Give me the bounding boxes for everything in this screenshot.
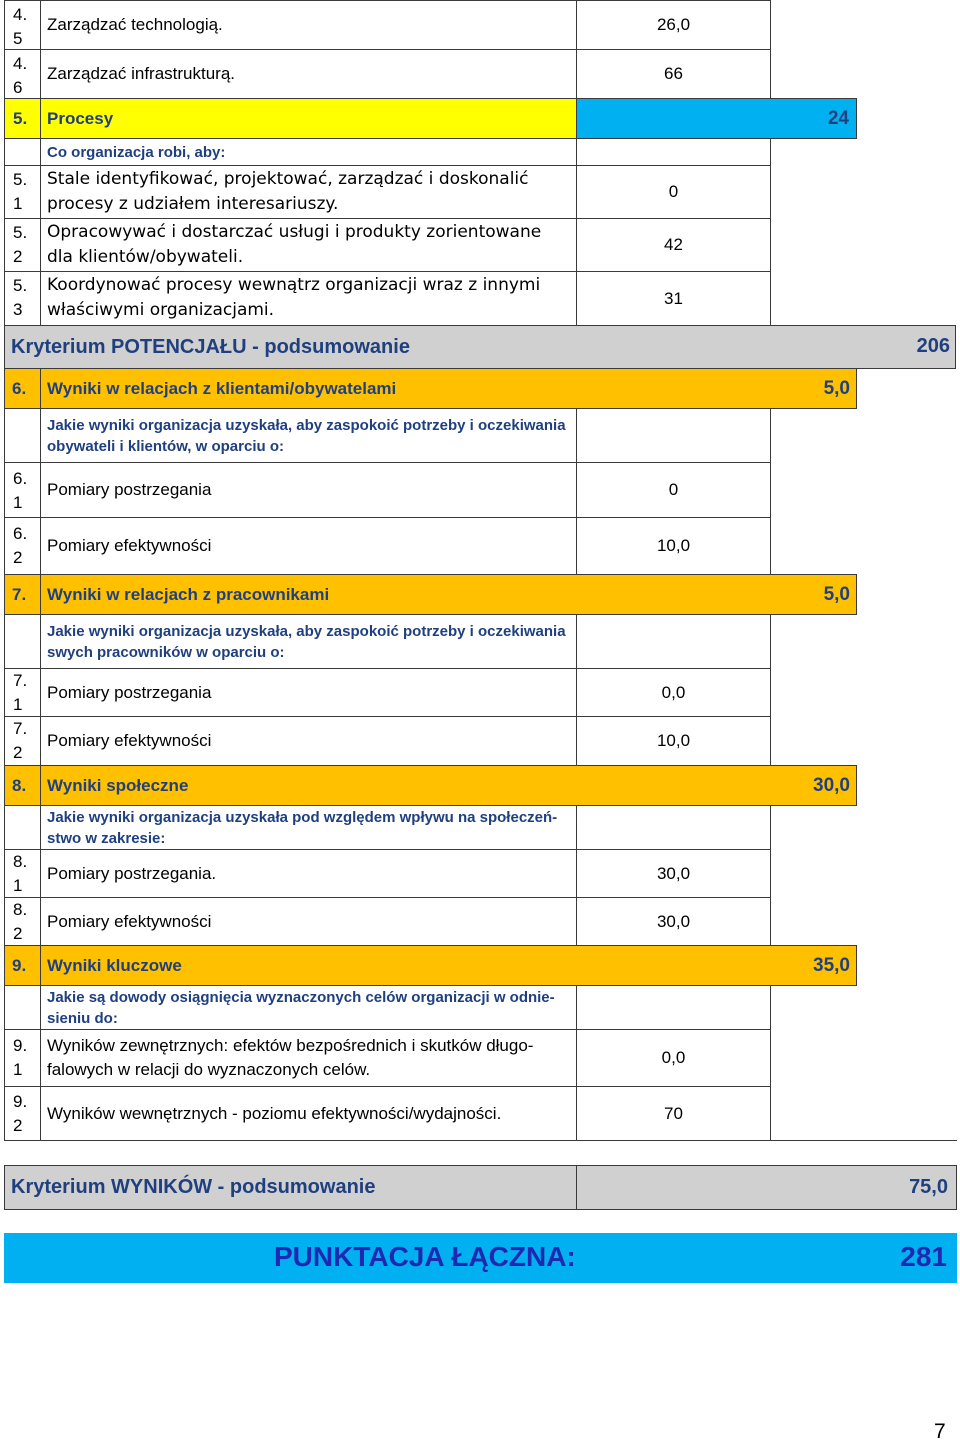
- row-value: 30,0: [576, 849, 771, 898]
- row-number: 7. 1: [4, 668, 41, 717]
- potential-summary-row: [0, 325, 960, 369]
- section-score-value: 24: [827, 107, 849, 129]
- row-number: 9. 2: [4, 1086, 41, 1141]
- row-number: 6. 2: [4, 517, 41, 575]
- empty-cell: [4, 985, 41, 1030]
- empty-cell: [576, 985, 771, 1030]
- summary-label-text: Kryterium WYNIKÓW - podsumowanie: [11, 1176, 376, 1198]
- row-number: 5. 2: [4, 218, 41, 272]
- section-score: 5,0: [823, 377, 850, 399]
- row-label: Pomiary efektywności: [40, 517, 577, 575]
- row-value: 0: [576, 462, 771, 518]
- page-number: 7: [934, 1420, 946, 1443]
- table-row: [0, 0, 960, 50]
- empty-cell: [4, 805, 41, 850]
- row-label: Wyników wewnętrznych - poziomu efektywności/wydajności.: [40, 1086, 577, 1141]
- summary-value: 206: [916, 335, 950, 357]
- table-row: [0, 218, 960, 272]
- section-score: 30,0: [813, 774, 850, 796]
- table-row: [0, 716, 960, 766]
- section-title: Wyniki w relacjach z klientami/obywatelami: [40, 368, 577, 409]
- row-label: Pomiary postrzegania: [40, 462, 577, 518]
- section-score: [576, 98, 857, 139]
- row-label: Wyników zewnętrznych: efektów bezpośrednich i skutków długo- falowych w relacji do wyznaczonych celów.: [40, 1029, 577, 1087]
- section-number: 8.: [12, 775, 27, 795]
- empty-cell: [576, 805, 771, 850]
- table-row: [0, 1029, 960, 1087]
- row-value: 10,0: [576, 517, 771, 575]
- section-intro: Jakie wyniki organizacja uzyskała, aby zaspokoić potrzeby i oczekiwania swych pracowników w oparciu o:: [40, 614, 577, 669]
- table-row: [0, 1086, 960, 1141]
- summary-label: [4, 325, 956, 369]
- section-intro-row: [0, 985, 960, 1030]
- summary-label-text: Kryterium POTENCJAŁU - podsumowanie: [11, 335, 410, 358]
- section-number: 6.: [12, 378, 27, 398]
- table-row: [0, 49, 960, 99]
- section-number: 5.: [4, 98, 41, 139]
- row-number: 8. 1: [4, 849, 41, 898]
- row-label: Zarządzać technologią.: [40, 0, 577, 50]
- table-row: [0, 849, 960, 898]
- section-header-citizens: [0, 368, 960, 409]
- section-number: 7.: [12, 584, 27, 604]
- row-label: Zarządzać infrastrukturą.: [40, 49, 577, 99]
- section-number: 9.: [12, 955, 27, 975]
- total-value: 281: [900, 1241, 947, 1272]
- results-summary-row: [0, 1165, 960, 1210]
- section-score: 35,0: [813, 954, 850, 976]
- row-label: Pomiary efektywności: [40, 897, 577, 946]
- row-value: 26,0: [576, 0, 771, 50]
- row-value: 42: [576, 218, 771, 272]
- section-header-social: [0, 765, 960, 806]
- summary-value: 75,0: [909, 1176, 948, 1198]
- total-score-row: [4, 1233, 957, 1283]
- row-value: 0: [576, 165, 771, 219]
- section-title: Wyniki w relacjach z pracownikami: [40, 574, 577, 615]
- empty-cell: [576, 408, 771, 463]
- row-number: 4. 6: [4, 49, 41, 99]
- row-label: Pomiary postrzegania.: [40, 849, 577, 898]
- section-intro: Co organizacja robi, aby:: [40, 138, 577, 166]
- empty-cell: [4, 408, 41, 463]
- section-intro-row: [0, 614, 960, 669]
- section-title: Wyniki kluczowe: [40, 945, 577, 986]
- section-intro-row: [0, 138, 960, 166]
- table-row: [0, 462, 960, 518]
- section-header-employees: [0, 574, 960, 615]
- row-number: 9. 1: [4, 1029, 41, 1087]
- row-value: 30,0: [576, 897, 771, 946]
- table-row: [0, 165, 960, 219]
- table-row: [0, 271, 960, 326]
- row-value: 31: [576, 271, 771, 326]
- row-label: Pomiary efektywności: [40, 716, 577, 766]
- table-bottom-border: [4, 1140, 957, 1141]
- row-value: 0,0: [576, 668, 771, 717]
- table-row: [0, 517, 960, 575]
- row-value: 70: [576, 1086, 771, 1141]
- row-number: 7. 2: [4, 716, 41, 766]
- row-value: 0,0: [576, 1029, 771, 1087]
- section-title: Wyniki społeczne: [40, 765, 577, 806]
- section-intro: Jakie wyniki organizacja uzyskała, aby zaspokoić potrzeby i oczekiwania obywateli i klientów, w oparciu o:: [40, 408, 577, 463]
- table-row: [0, 668, 960, 717]
- empty-cell: [576, 614, 771, 669]
- section-header-processes: [0, 98, 960, 139]
- empty-cell: [576, 138, 771, 166]
- section-title: Procesy: [40, 98, 577, 139]
- row-label: Koordynować procesy wewnątrz organizacji wraz z innymi właściwymi organizacjami.: [40, 271, 577, 326]
- section-score: 5,0: [823, 583, 850, 605]
- row-label: Stale identyfikować, projektować, zarządzać i doskonalić procesy z udziałem interesariuszy.: [40, 165, 577, 219]
- row-value: 66: [576, 49, 771, 99]
- summary-value-cell: [576, 1165, 957, 1210]
- section-intro-row: [0, 408, 960, 463]
- row-label: Opracowywać i dostarczać usługi i produkty zorientowane dla klientów/obywateli.: [40, 218, 577, 272]
- empty-cell: [4, 138, 41, 166]
- section-intro-row: [0, 805, 960, 850]
- row-number: 8. 2: [4, 897, 41, 946]
- table-row: [0, 897, 960, 946]
- section-header-key-results: [0, 945, 960, 986]
- empty-cell: [4, 614, 41, 669]
- row-label: Pomiary postrzegania: [40, 668, 577, 717]
- row-number: 6. 1: [4, 462, 41, 518]
- row-number: 4. 5: [4, 0, 41, 50]
- row-number: 5. 3: [4, 271, 41, 326]
- total-label: PUNKTACJA ŁĄCZNA:: [274, 1241, 576, 1272]
- row-number: 5. 1: [4, 165, 41, 219]
- row-value: 10,0: [576, 716, 771, 766]
- section-intro: Jakie wyniki organizacja uzyskała pod względem wpływu na społeczeń- stwo w zakresie:: [40, 805, 577, 850]
- summary-label: [4, 1165, 577, 1210]
- section-intro: Jakie są dowody osiągnięcia wyznaczonych celów organizacji w odnie- sieniu do:: [40, 985, 577, 1030]
